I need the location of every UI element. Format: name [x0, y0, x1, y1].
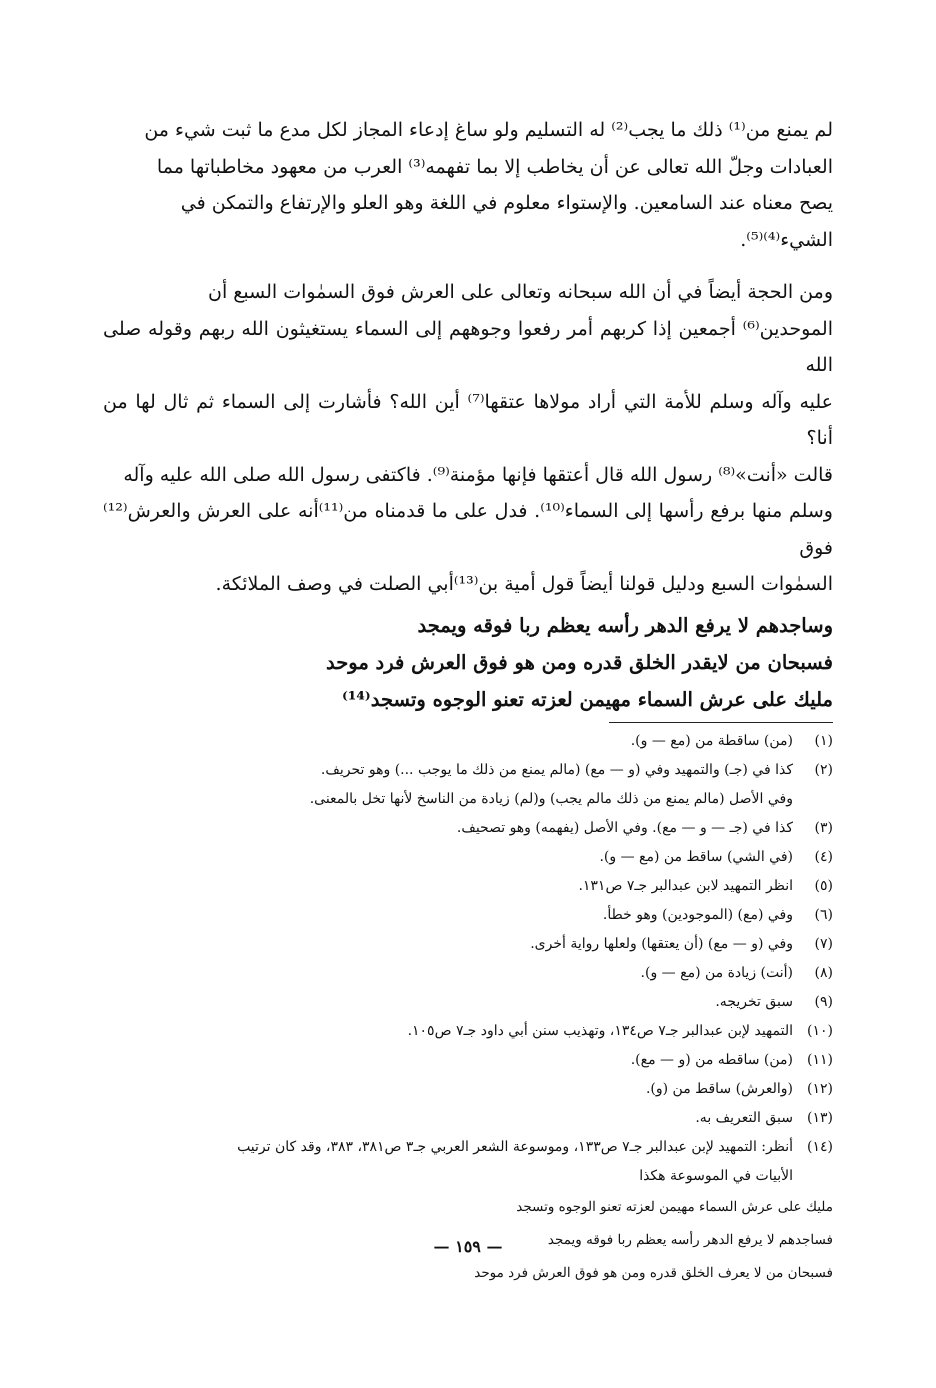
- page-number: — ١٥٩ —: [433, 1237, 503, 1256]
- footnote-number: (١٠): [807, 1022, 833, 1039]
- footnote-text: سبق التعريف به.: [695, 1109, 793, 1126]
- verse-line: فساجدهم لا يرفع الدهر رأسه يعظم ربا فوقه ويمجد: [547, 1231, 833, 1248]
- footnote-text: أنظر: التمهيد لإبن عبدالبر جـ٧ ص١٣٣، وموسوعة الشعر العربي جـ٣ ص٣٨١، ٣٨٣، وقد كان ترتيب: [237, 1138, 793, 1155]
- footnote-number: (٢): [814, 761, 833, 778]
- footnote-number: (١): [814, 732, 833, 749]
- text-line: وسلم منها برفع رأسها إلى السماء⁽¹⁰⁾. فدل على ما قدمناه من⁽¹¹⁾أنه على العرش والعرش⁽¹²⁾فوق: [103, 500, 833, 559]
- footnote-number: (٥): [814, 877, 833, 894]
- footnote: [103, 1075, 833, 1104]
- text-line: ومن الحجة أيضاً في أن الله سبحانه وتعالى على العرش فوق السمٰوات السبع أن: [208, 281, 833, 303]
- footnote-number: (١١): [807, 1051, 833, 1068]
- paragraph-1: [103, 112, 833, 258]
- footnote-number: (٩): [814, 993, 833, 1010]
- text-line: لم يمنع من⁽¹⁾ ذلك ما يجب⁽²⁾ له التسليم ولو ساغ إدعاء المجاز لكل مدع ما ثبت شيء من: [144, 119, 833, 141]
- footnote-number: (١٢): [807, 1080, 833, 1097]
- footnote-text: (أنت) زيادة من (مع — و).: [640, 964, 793, 981]
- footnote-text: وفي الأصل (مالم يمنع من ذلك مالم يجب) و(لم) زيادة من الناسخ لأنها تخل بالمعنى.: [309, 790, 793, 807]
- footnote: [103, 1104, 833, 1133]
- text-line: يصح معناه عند السامعين. والإستواء معلوم في اللغة وهو العلو والإرتفاع والتمكن في: [180, 192, 833, 214]
- footnote-number: (٧): [814, 935, 833, 952]
- footnote-number: (١٣): [807, 1109, 833, 1126]
- footnote: [103, 1133, 833, 1191]
- poem-verses: [103, 607, 833, 718]
- text-line: الشيء⁽⁴⁾⁽⁵⁾.: [740, 228, 833, 251]
- footnote-text: انظر التمهيد لابن عبدالبر جـ٧ ص١٣١.: [578, 877, 793, 894]
- poem-line: مليك على عرش السماء مهيمن لعزته تعنو الوجوه وتسجد⁽¹⁴⁾: [342, 687, 833, 711]
- poem-line: وساجدهم لا يرفع الدهر رأسه يعظم ربا فوقه ويمجد: [417, 613, 833, 637]
- text-line: قالت «أنت»⁽⁸⁾ رسول الله قال أعتقها فإنها مؤمنة⁽⁹⁾. فاكتفى رسول الله صلى الله عليه وآله: [123, 463, 833, 486]
- footnote-number: (١٤): [807, 1138, 833, 1155]
- footnote: [103, 872, 833, 901]
- footnote: [103, 988, 833, 1017]
- footnote: [103, 959, 833, 988]
- footnote-text: وفي (مع) (الموجودين) وهو خطأ.: [602, 906, 793, 923]
- footnote-text: (في الشي) ساقط من (مع — و).: [599, 848, 793, 865]
- footnote: [103, 814, 833, 843]
- footnote-text: كذا في (جـ) والتمهيد وفي (و — مع) (مالم يمنع من ذلك ما يوجب ...) وهو تحريف.: [320, 761, 793, 778]
- footnotes: [103, 727, 833, 1191]
- footnote-number: (٤): [814, 848, 833, 865]
- footnote: [103, 901, 833, 930]
- footnote: [103, 756, 833, 814]
- text-line: العبادات وجلّ الله تعالى عن أن يخاطب إلا بما تفهمه⁽³⁾ العرب من معهود مخاطباتها مما: [156, 155, 833, 178]
- text-line: الموحدين⁽⁶⁾ أجمعين إذا كربهم أمر رفعوا وجوههم إلى السماء يستغيثون الله ربهم وقوله صلى الله: [103, 317, 833, 376]
- footnote-text: (والعرش) ساقط من (و).: [645, 1080, 793, 1097]
- text-line: عليه وآله وسلم للأمة التي أراد مولاها عتقها⁽⁷⁾ أين الله؟ فأشارت إلى السماء ثم ثال لها من أنا؟: [103, 390, 834, 449]
- page-body: [103, 112, 833, 1290]
- footnote-text: وفي (و — مع) (أن يعتقها) ولعلها رواية أخرى.: [530, 935, 793, 952]
- verse-line: مليك على عرش السماء مهيمن لعزته تعنو الوجوه وتسجد: [516, 1198, 833, 1215]
- poem-line: فسبحان من لايقدر الخلق قدره ومن هو فوق العرش فرد موحد: [325, 650, 833, 674]
- footnote-number: (٦): [814, 906, 833, 923]
- footnote-number: (٨): [814, 964, 833, 981]
- footnote: [103, 1046, 833, 1075]
- footnote: [103, 843, 833, 872]
- paragraph-2: [103, 274, 833, 603]
- footnote-divider: [609, 722, 833, 723]
- footnote: [103, 930, 833, 959]
- footnote-text: التمهيد لإبن عبدالبر جـ٧ ص١٣٤، وتهذيب سنن أبي داود جـ٧ ص١٠٥.: [407, 1022, 793, 1039]
- footnote-text: سبق تخريجه.: [715, 993, 793, 1010]
- footnote-text: كذا في (جـ — و — مع). وفي الأصل (يفهمه) وهو تصحيف.: [456, 819, 793, 836]
- footnote-text: (من) ساقطه من (و — مع).: [630, 1051, 793, 1068]
- text-line: السمٰوات السبع ودليل قولنا أيضاً قول أمية بن⁽¹³⁾أبي الصلت في وصف الملائكة.: [215, 573, 833, 595]
- footnote-text: (من) ساقطة من (مع — و).: [630, 732, 793, 749]
- footnote: [103, 1017, 833, 1046]
- footnote-number: (٣): [814, 819, 833, 836]
- footnote: [103, 727, 833, 756]
- verse-line: فسبحان من لا يعرف الخلق قدره ومن هو فوق العرش فرد موحد: [474, 1264, 833, 1281]
- footnote-text: الأبيات في الموسوعة هكذا: [639, 1167, 793, 1184]
